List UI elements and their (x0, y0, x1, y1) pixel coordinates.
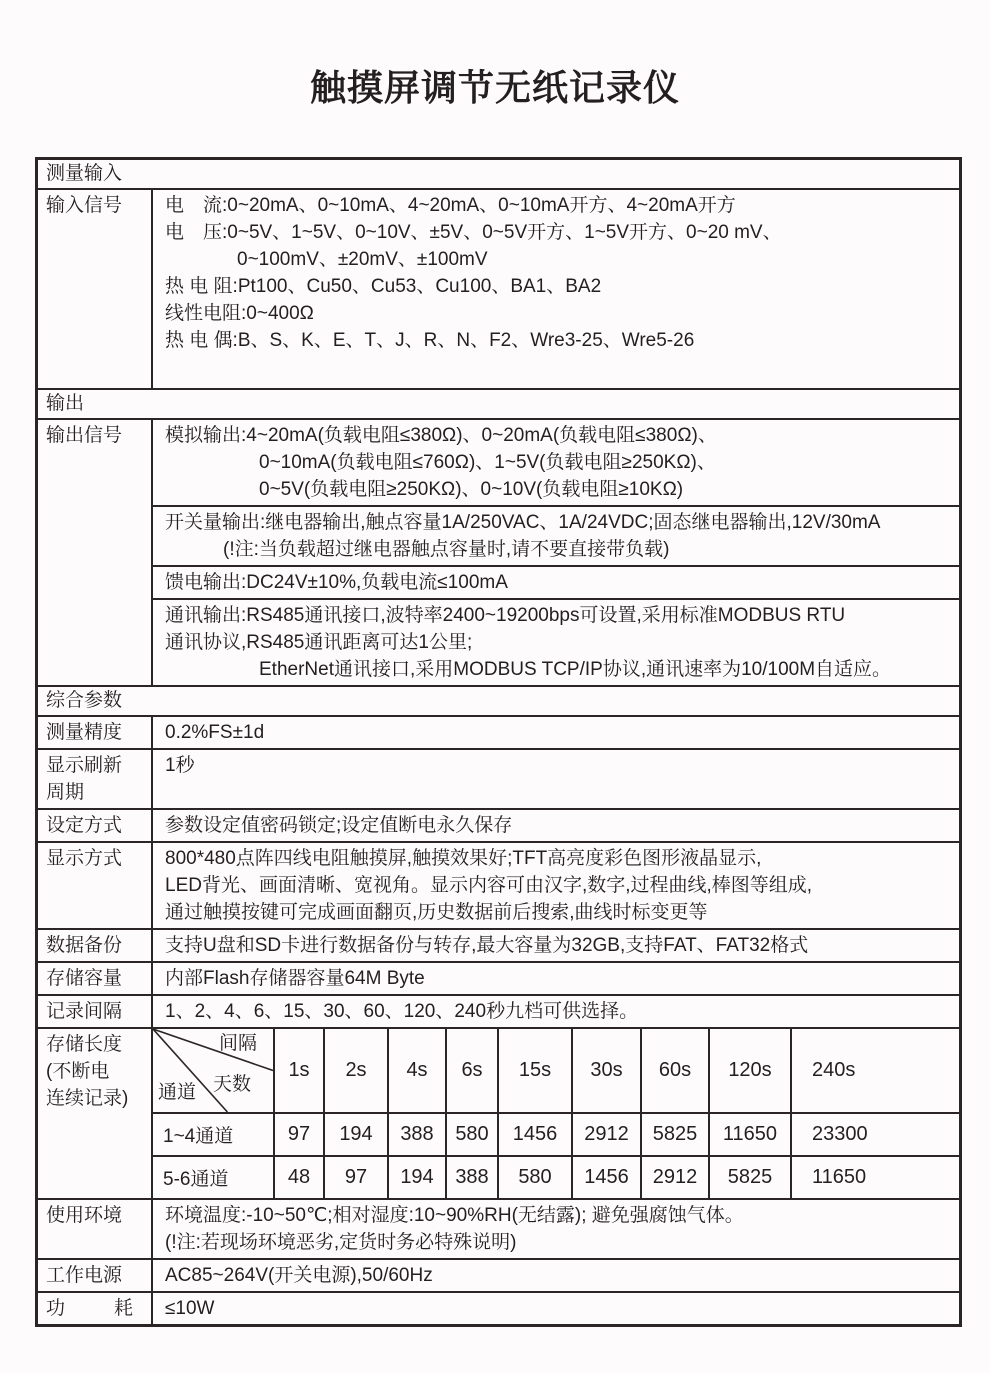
spec-row-environment (38, 1198, 959, 1258)
interval-header-15s: 15s (497, 1029, 571, 1112)
row-value-record-interval: 1、2、4、6、15、30、60、120、240秒九档可供选择。 (165, 1001, 639, 1022)
interval-header-6s: 6s (445, 1029, 497, 1112)
relay-output-note: (!注:当负载超过继电器触点容量时,请不要直接带负载) (223, 539, 670, 560)
days-value: 580 (497, 1157, 571, 1198)
spec-row-input-signal (38, 188, 959, 388)
interval-header-4s: 4s (387, 1029, 445, 1112)
days-value: 2912 (571, 1114, 640, 1155)
input-thermocouple-line: 热 电 偶:B、S、K、E、T、J、R、N、F2、Wre3-25、Wre5-26 (165, 330, 695, 351)
storage-data-row-ch5-6 (153, 1155, 959, 1198)
spec-table (35, 157, 962, 1327)
refresh-label-line-2: 周期 (46, 782, 85, 803)
subrow-relay-output (153, 505, 959, 565)
row-label-storage-length (38, 1029, 153, 1198)
interval-header-240s: 240s (790, 1029, 959, 1112)
section-header-output: 输出 (46, 393, 85, 414)
consumption-label-char-2: 耗 (113, 1298, 133, 1319)
comm-output-line-3: EtherNet通讯接口,采用MODBUS TCP/IP协议,通讯速率为10/100M自适应。 (259, 659, 892, 680)
subrow-analog-output (153, 420, 959, 505)
analog-output-line-1: 模拟输出:4~20mA(负载电阻≤380Ω)、0~20mA(负载电阻≤380Ω)、 (165, 425, 717, 446)
days-value: 11650 (708, 1114, 790, 1155)
days-value: 23300 (790, 1114, 959, 1155)
input-rtd-line: 热 电 阻:Pt100、Cu50、Cu53、Cu100、BA1、BA2 (165, 276, 602, 297)
interval-header-1s: 1s (273, 1029, 323, 1112)
corner-label-interval: 间隔 (218, 1033, 257, 1054)
storage-sub-table (153, 1029, 959, 1198)
row-value-accuracy: 0.2%FS±1d (165, 722, 265, 743)
spec-row-output-signal (38, 418, 959, 685)
environment-line-1: 环境温度:-10~50℃;相对湿度:10~90%RH(无结露); 避免强腐蚀气体。 (165, 1205, 744, 1226)
row-label-power: 工作电源 (38, 1260, 153, 1291)
storage-corner-cell (153, 1029, 273, 1112)
spec-row-consumption (38, 1291, 959, 1324)
output-signal-subrows (153, 420, 959, 685)
row-value-backup: 支持U盘和SD卡进行数据备份与转存,最大容量为32GB,支持FAT、FAT32格式 (165, 935, 809, 956)
row-value-power: AC85~264V(开关电源),50/60Hz (165, 1265, 433, 1286)
row-label-display: 显示方式 (38, 843, 153, 928)
row-label-setting: 设定方式 (38, 810, 153, 841)
row-label-capacity: 存储容量 (38, 963, 153, 994)
row-label-consumption (38, 1293, 153, 1324)
row-value-setting: 参数设定值密码锁定;设定值断电永久保存 (165, 815, 513, 836)
feed-output-line: 馈电输出:DC24V±10%,负载电流≤100mA (165, 572, 508, 593)
days-value: 388 (445, 1157, 497, 1198)
row-value-display (153, 843, 959, 928)
row-value-consumption: ≤10W (165, 1298, 215, 1319)
interval-header-30s: 30s (571, 1029, 640, 1112)
input-linear-resistance-line: 线性电阻:0~400Ω (165, 303, 314, 324)
section-row-general (38, 685, 959, 715)
storage-data-row-ch1-4 (153, 1112, 959, 1155)
spec-row-accuracy (38, 715, 959, 748)
analog-output-line-3: 0~5V(负载电阻≥250KΩ)、0~10V(负载电阻≥10KΩ) (259, 479, 684, 500)
section-row-output (38, 388, 959, 418)
row-value-capacity: 内部Flash存储器容量64M Byte (165, 968, 425, 989)
interval-header-60s: 60s (640, 1029, 708, 1112)
days-value: 11650 (790, 1157, 959, 1198)
storage-label-line-1: 存储长度 (46, 1034, 123, 1055)
spec-row-refresh (38, 748, 959, 808)
days-value: 1456 (571, 1157, 640, 1198)
subrow-comm-output (153, 598, 959, 685)
page-title: 触摸屏调节无纸记录仪 (309, 67, 680, 108)
channel-name: 1~4通道 (163, 1126, 234, 1147)
section-row-measurement-input (38, 160, 959, 188)
days-value: 5825 (640, 1114, 708, 1155)
days-value: 97 (323, 1157, 387, 1198)
spec-row-backup (38, 928, 959, 961)
row-value-input-signal (153, 190, 959, 388)
display-line-1: 800*480点阵四线电阻触摸屏,触摸效果好;TFT高亮度彩色图形液晶显示, (165, 848, 762, 869)
display-line-3: 通过触摸按键可完成画面翻页,历史数据前后搜索,曲线时标变更等 (165, 902, 708, 923)
subrow-feed-output (153, 565, 959, 598)
days-value: 580 (445, 1114, 497, 1155)
row-label-accuracy: 测量精度 (38, 717, 153, 748)
row-label-input-signal: 输入信号 (38, 190, 153, 388)
days-value: 194 (323, 1114, 387, 1155)
refresh-label-line-1: 显示刷新 (46, 755, 123, 776)
input-current-line: 电 流:0~20mA、0~10mA、4~20mA、0~10mA开方、4~20mA开方 (165, 195, 736, 216)
interval-header-2s: 2s (323, 1029, 387, 1112)
comm-output-line-2: 通讯协议,RS485通讯距离可达1公里; (165, 632, 473, 653)
consumption-label-char-1: 功 (46, 1298, 66, 1319)
days-value: 1456 (497, 1114, 571, 1155)
days-value: 2912 (640, 1157, 708, 1198)
spec-row-storage-length (38, 1027, 959, 1198)
section-header-measurement-input: 测量输入 (46, 163, 123, 184)
analog-output-line-2: 0~10mA(负载电阻≤760Ω)、1~5V(负载电阻≥250KΩ)、 (259, 452, 716, 473)
interval-header-120s: 120s (708, 1029, 790, 1112)
storage-header-row (153, 1029, 959, 1112)
corner-label-days: 天数 (213, 1074, 252, 1095)
environment-line-2: (!注:若现场环境恶劣,定货时务必特殊说明) (165, 1232, 517, 1253)
row-label-environment: 使用环境 (38, 1200, 153, 1258)
spec-row-setting (38, 808, 959, 841)
row-value-refresh: 1秒 (165, 755, 195, 776)
days-value: 48 (273, 1157, 323, 1198)
days-value: 5825 (708, 1157, 790, 1198)
days-value: 97 (273, 1114, 323, 1155)
storage-label-line-2: (不断电 (46, 1061, 110, 1082)
spec-row-display (38, 841, 959, 928)
section-header-general: 综合参数 (46, 690, 123, 711)
storage-label-line-3: 连续记录) (46, 1088, 129, 1109)
row-value-environment (153, 1200, 959, 1258)
days-value: 388 (387, 1114, 445, 1155)
corner-label-channel: 通道 (158, 1082, 197, 1103)
input-voltage-line: 电 压:0~5V、1~5V、0~10V、±5V、0~5V开方、1~5V开方、0~20 mV、 (165, 222, 782, 243)
display-line-2: LED背光、画面清晰、宽视角。显示内容可由汉字,数字,过程曲线,棒图等组成, (165, 875, 813, 896)
row-label-record-interval: 记录间隔 (38, 996, 153, 1027)
days-value: 194 (387, 1157, 445, 1198)
comm-output-line-1: 通讯输出:RS485通讯接口,波特率2400~19200bps可设置,采用标准MODBUS RTU (165, 605, 846, 626)
spec-row-record-interval (38, 994, 959, 1027)
row-label-backup: 数据备份 (38, 930, 153, 961)
spec-row-capacity (38, 961, 959, 994)
input-voltage-line-2: 0~100mV、±20mV、±100mV (237, 249, 488, 270)
row-label-refresh (38, 750, 153, 808)
channel-name: 5-6通道 (163, 1169, 229, 1190)
relay-output-line-1: 开关量输出:继电器输出,触点容量1A/250VAC、1A/24VDC;固态继电器输出,12V/30mA (165, 512, 881, 533)
spec-row-power (38, 1258, 959, 1291)
row-label-output-signal: 输出信号 (38, 420, 153, 685)
